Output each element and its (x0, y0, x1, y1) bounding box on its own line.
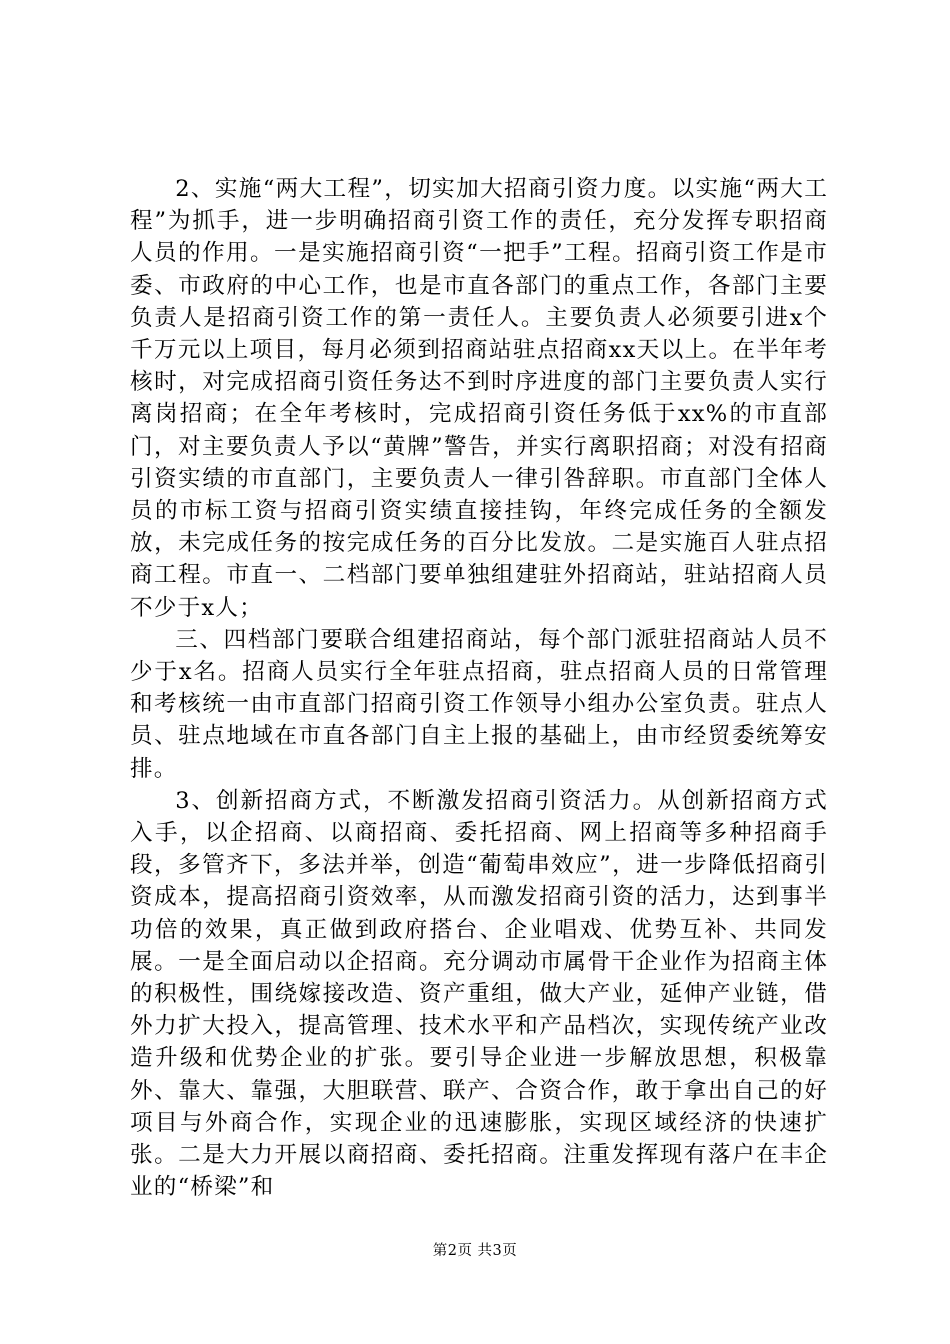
paragraph-3: 3、创新招商方式，不断激发招商引资活力。从创新招商方式入手，以企招商、以商招商、委托招商、网上招商等多种招商手段，多管齐下，多法并举，创造“葡萄串效应”，进一步降低招商引资成本，提高招商引资效率，从而激发招商引资的活力，达到事半功倍的效果，真正做到政府搭台、企业唱戏、优势互补、共同发展。一是全面启动以企招商。充分调动市属骨干企业作为招商主体的积极性，围绕嫁接改造、资产重组，做大产业，延伸产业链，借外力扩大投入，提高管理、技术水平和产品档次，实现传统产业改造升级和优势企业的扩张。要引导企业进一步解放思想，积极靠外、靠大、靠强，大胆联营、联产、合资合作，敢于拿出自己的好项目与外商合作，实现企业的迅速膨胀，实现区域经济的快速扩张。二是大力开展以商招商、委托招商。注重发挥现有落户在丰企业的“桥梁”和 (130, 787, 828, 1201)
paragraph-2: 三、四档部门要联合组建招商站，每个部门派驻招商站人员不少于x名。招商人员实行全年驻点招商，驻点招商人员的日常管理和考核统一由市直部门招商引资工作领导小组办公室负责。驻点人员、驻点地域在市直各部门自主上报的基础上，由市经贸委统筹安排。 (130, 626, 828, 782)
paragraph-1: 2、实施“两大工程”，切实加大招商引资力度。以实施“两大工程”为抓手，进一步明确招商引资工作的责任，充分发挥专职招商人员的作用。一是实施招商引资“一把手”工程。招商引资工作是市委、市政府的中心工作，也是市直各部门的重点工作，各部门主要负责人是招商引资工作的第一责任人。主要负责人必须要引进x个千万元以上项目，每月必须到招商站驻点招商xx天以上。在半年考核时，对完成招商引资任务达不到时序进度的部门主要负责人实行离岗招商；在全年考核时，完成招商引资任务低于xx%的市直部门，对主要负责人予以“黄牌”警告，并实行离职招商；对没有招商引资实绩的市直部门，主要负责人一律引咎辞职。市直部门全体人员的市标工资与招商引资实绩直接挂钩，年终完成任务的全额发放，未完成任务的按完成任务的百分比发放。二是实施百人驻点招商工程。市直一、二档部门要单独组建驻外招商站，驻站招商人员不少于x人； (130, 176, 828, 621)
body-text (130, 173, 828, 1204)
page-footer: 第2页 共3页 (432, 1243, 518, 1259)
